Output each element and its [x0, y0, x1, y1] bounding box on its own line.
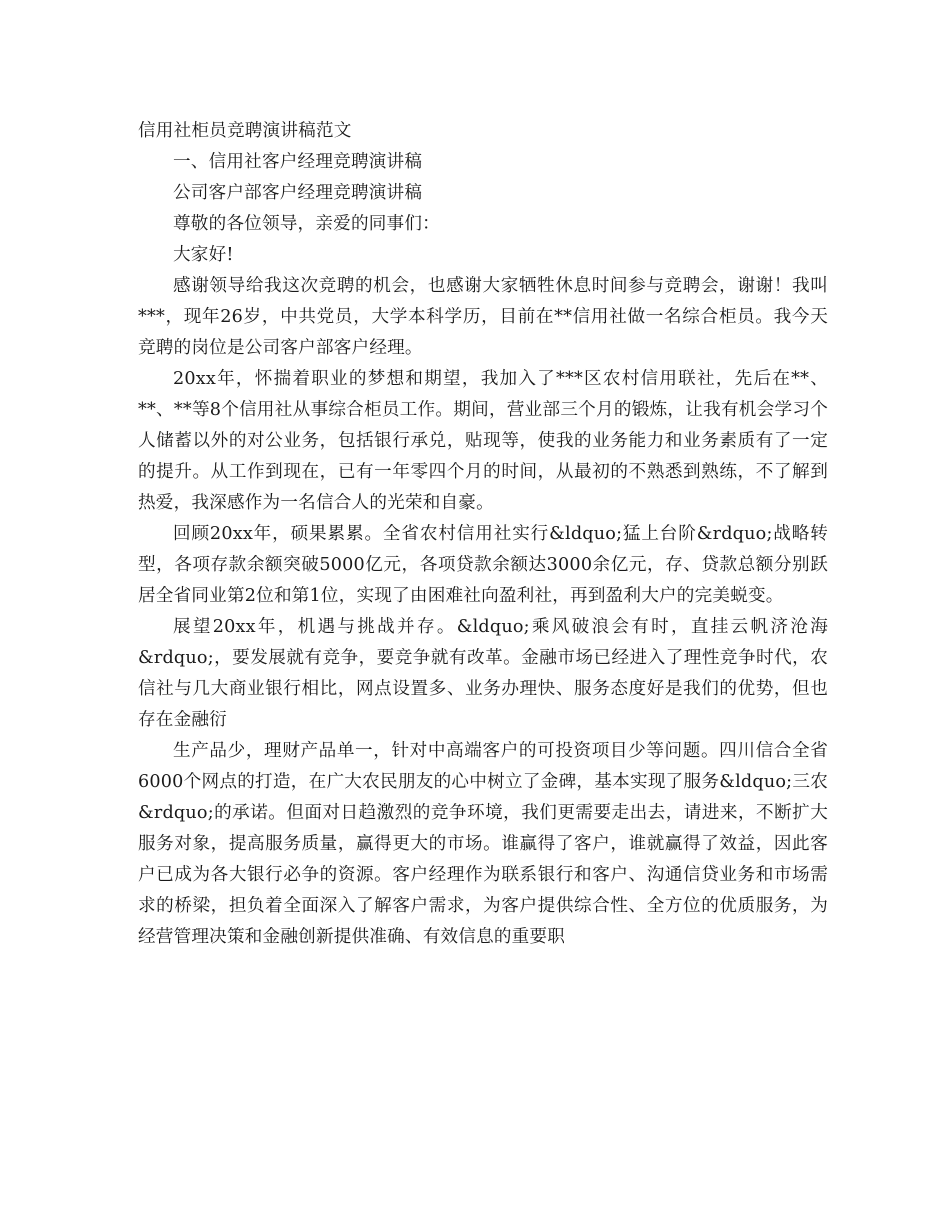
- document-body: [138, 116, 828, 953]
- paragraph-outlook: 展望20xx年，机遇与挑战并存。&ldquo;乘风破浪会有时，直挂云帆济沧海&rdquo;，要发展就有竞争，要竞争就有改革。金融市场已经进入了理性竞争时代，农信社与几大商业银行相比，网点设置多、业务办理快、服务态度好是我们的优势，但也存在金融衍: [138, 617, 828, 730]
- document-title: 信用社柜员竞聘演讲稿范文: [138, 121, 352, 141]
- speech-title: 公司客户部客户经理竞聘演讲稿: [173, 183, 423, 203]
- paragraph-experience: 20xx年，怀揣着职业的梦想和期望，我加入了***区农村信用联社，先后在**、**、**等8个信用社从事综合柜员工作。期间，营业部三个月的锻炼，让我有机会学习个人储蓄以外的对公业务，包括银行承兑，贴现等，使我的业务能力和业务素质有了一定的提升。从工作到现在，已有一年零四个月的时间，从最初的不熟悉到熟练，不了解到热爱，我深感作为一名信合人的光荣和自豪。: [138, 369, 828, 513]
- section-heading: 一、信用社客户经理竞聘演讲稿: [173, 152, 423, 172]
- paragraph-customers: 生产品少，理财产品单一，针对中高端客户的可投资项目少等问题。四川信合全省6000个网点的打造，在广大农民朋友的心中树立了金碑，基本实现了服务&ldquo;三农&rdquo;的承诺。但面对日趋激烈的竞争环境，我们更需要走出去，请进来，不断扩大服务对象，提高服务质量，赢得更大的市场。谁赢得了客户，谁就赢得了效益，因此客户已成为各大银行必争的资源。客户经理作为联系银行和客户、沟通信贷业务和市场需求的桥梁，担负着全面深入了解客户需求，为客户提供综合性、全方位的优质服务，为经营管理决策和金融创新提供准确、有效信息的重要职: [138, 741, 828, 947]
- paragraph-introduction: 感谢领导给我这次竞聘的机会，也感谢大家牺牲休息时间参与竞聘会，谢谢！我叫***，现年26岁，中共党员，大学本科学历，目前在**信用社做一名综合柜员。我今天竞聘的岗位是公司客户部客户经理。: [138, 276, 828, 358]
- paragraph-review: 回顾20xx年，硕果累累。全省农村信用社实行&ldquo;猛上台阶&rdquo;战略转型，各项存款余额突破5000亿元，各项贷款余额达3000余亿元，存、贷款总额分别跃居全省同业第2位和第1位，实现了由困难社向盈利社，再到盈利大户的完美蜕变。: [138, 524, 828, 606]
- greeting: 大家好!: [173, 245, 234, 265]
- salutation: 尊敬的各位领导，亲爱的同事们：: [173, 214, 440, 234]
